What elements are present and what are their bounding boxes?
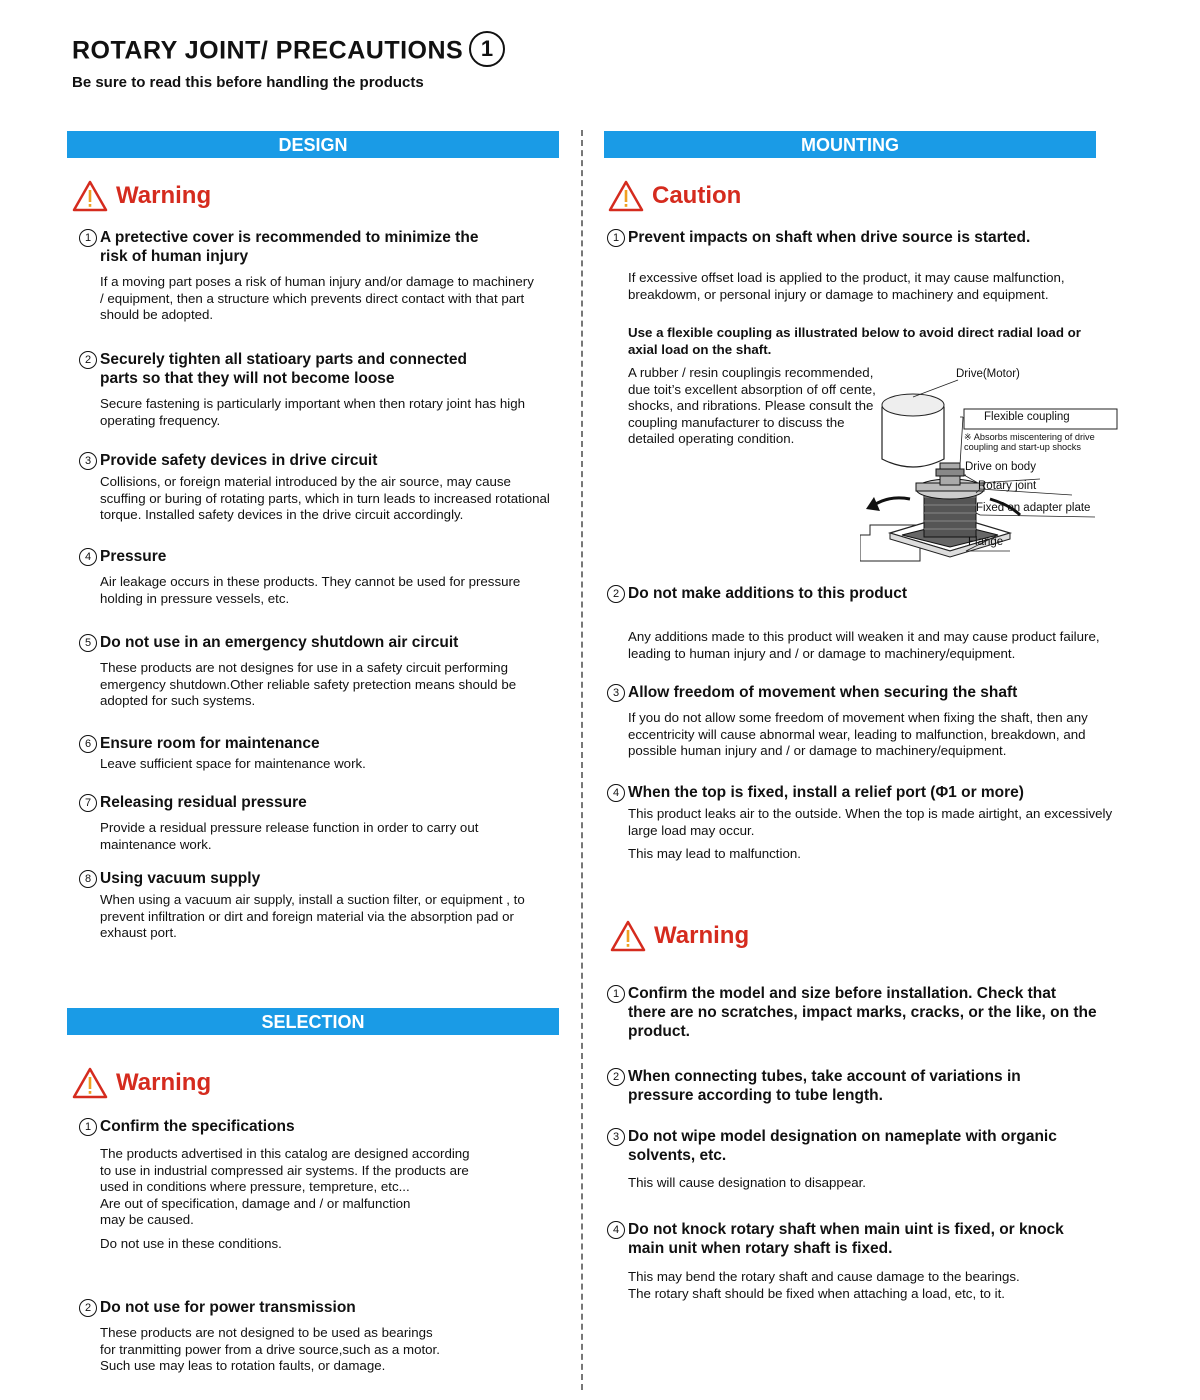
item-body: Provide a residual pressure release function in order to carry out maintenance work.	[100, 820, 479, 852]
item-body: If a moving part poses a risk of human injury and/or damage to machinery / equipment, then a structure which prevents direct contact with that part should be adopted.	[100, 274, 534, 322]
mounting-warning-label: Warning	[654, 922, 750, 949]
body-paragraph: This may lead to malfunction.	[628, 846, 801, 861]
item-title: Do not use in an emergency shutdown air circuit	[100, 634, 459, 651]
design-item-2	[72, 350, 552, 429]
item-title: Using vacuum supply	[100, 870, 261, 887]
body-line: Are out of specification, damage and / or malfunction	[100, 1195, 411, 1211]
coupling-diagram	[860, 365, 1130, 575]
label-flexible-coupling: Flexible coupling	[984, 411, 1070, 423]
design-item-5	[72, 633, 552, 710]
mounting-warning-item-4	[600, 1220, 1140, 1302]
item-title: Provide safety devices in drive circuit	[100, 452, 378, 469]
page-subtitle: Be sure to read this before handling the products	[72, 74, 424, 91]
mounting-warning-item-3	[600, 1127, 1140, 1192]
item-number: 1	[607, 985, 625, 1003]
item-body: Secure fastening is particularly important when then rotary joint has high operating frequency.	[100, 396, 525, 428]
item-number: 6	[79, 735, 97, 753]
warning-triangle-icon	[610, 920, 646, 952]
item-number: 8	[79, 870, 97, 888]
label-drive-on-body: Drive on body	[965, 461, 1036, 473]
label-coupling-note: ※ Absorbs miscentering of drive coupling and start-up shocks	[964, 432, 1095, 452]
item-number: 4	[607, 1221, 625, 1239]
item-title: A pretective cover is recommended to minimize the risk of human injury	[100, 229, 479, 265]
label-drive-motor: Drive(Motor)	[956, 368, 1020, 380]
item-body: Collisions, or foreign material introduced by the air source, may cause scuffing or buring of rotating parts, which in turn leads to increased rotational torque. Installed safety devices in the drive circuit accordingly.	[100, 474, 550, 522]
item-number: 3	[79, 452, 97, 470]
design-item-3	[72, 451, 552, 524]
body-line: used in conditions where pressure, tempreture, etc...	[100, 1179, 410, 1194]
body-line: This may bend the rotary shaft and cause damage to the bearings.	[628, 1269, 1020, 1284]
item-title: Do not use for power transmission	[100, 1299, 356, 1316]
selection-warning-heading	[72, 1067, 211, 1099]
item-number: 3	[607, 1128, 625, 1146]
selection-item-1	[72, 1117, 552, 1252]
item-body: These products are not designes for use in a safety circuit performing emergency shutdown.Other reliable safety pretection means should be adopted for such systems.	[100, 660, 517, 708]
page-title	[72, 34, 505, 70]
item-title: Do not wipe model designation on nameplate with organic solvents, etc.	[628, 1128, 1057, 1164]
body-line: The rotary shaft should be fixed when attaching a load, etc, to it.	[628, 1285, 1005, 1301]
item-number: 4	[79, 548, 97, 566]
item-number: 4	[607, 784, 625, 802]
caution-item-4	[600, 783, 1145, 870]
selection-item-2	[72, 1298, 552, 1375]
design-warning-label: Warning	[116, 182, 212, 209]
item-number: 2	[79, 1299, 97, 1317]
item-number: 1	[79, 229, 97, 247]
design-item-4	[72, 547, 552, 607]
mounting-warning-heading	[610, 920, 749, 952]
body-line: Do not use in these conditions.	[100, 1235, 282, 1251]
mounting-warning-item-2	[600, 1067, 1140, 1105]
item-body: This will cause designation to disappear.	[628, 1175, 867, 1190]
item-title: Confirm the model and size before installation. Check that there are no scratches, impact marks, cracks, or the like, on the product.	[628, 985, 1097, 1040]
item-body: Leave sufficient space for maintenance work.	[100, 756, 366, 771]
design-item-1	[72, 228, 552, 324]
item-title: Securely tighten all statioary parts and connected parts so that they will not become loose	[100, 351, 467, 387]
item-title: Do not make additions to this product	[628, 585, 907, 602]
warning-triangle-icon	[72, 180, 108, 212]
item-number: 1	[607, 229, 625, 247]
caution-item-1	[600, 228, 1140, 358]
caution-item-2	[600, 584, 1140, 662]
label-flange: Flange	[968, 536, 1004, 548]
item-body: Air leakage occurs in these products. They cannot be used for pressure holding in pressure vessels, etc.	[100, 574, 521, 606]
mounting-caution-label: Caution	[652, 182, 742, 209]
body-line: for tranmitting power from a drive source,such as a motor.	[100, 1341, 440, 1357]
item-body	[600, 806, 1138, 863]
design-item-8	[72, 869, 552, 942]
item-body: When using a vacuum air supply, install a suction filter, or equipment , to prevent infiltration or dirt and foreign material via the absorption pad or exhaust port.	[100, 892, 525, 940]
item-number: 2	[607, 585, 625, 603]
item-body: If you do not allow some freedom of movement when fixing the shaft, then any eccentricity will cause abnormal wear, leading to malfunction, breakdown, and possible human injury and / or damage to machinery/equipment.	[628, 710, 1088, 758]
caution-item-3	[600, 683, 1140, 760]
body-line: These products are not designed to be used as bearings	[100, 1325, 433, 1340]
body-paragraph: This product leaks air to the outside. When the top is made airtight, an excessively large load may occur.	[628, 806, 1113, 838]
mounting-caution-heading	[608, 180, 741, 212]
item-body	[600, 1269, 1140, 1302]
body-line: may be caused.	[100, 1212, 194, 1227]
mounting-warning-item-1	[600, 984, 1140, 1041]
warning-triangle-icon	[72, 1067, 108, 1099]
item-title: Releasing residual pressure	[100, 794, 307, 811]
column-divider	[581, 130, 583, 1390]
mounting-bar: MOUNTING	[604, 131, 1096, 158]
item-title: When the top is fixed, install a relief port (Φ1 or more)	[628, 784, 1024, 801]
design-warning-heading	[72, 180, 211, 212]
item-number: 5	[79, 634, 97, 652]
item-number: 7	[79, 794, 97, 812]
item-title: Prevent impacts on shaft when drive source is started.	[628, 229, 1031, 246]
design-item-6	[72, 734, 552, 773]
label-rotary-joint: Rotary joint	[978, 480, 1037, 492]
item-title: Pressure	[100, 548, 167, 565]
selection-warning-label: Warning	[116, 1069, 212, 1096]
design-bar: DESIGN	[67, 131, 559, 158]
item-body: If excessive offset load is applied to the product, it may cause malfunction, breakdowm, or personal injury or damage to machinery and equipment.	[628, 270, 1065, 302]
label-adapter-plate: Fixed on adapter plate	[976, 502, 1091, 514]
body-line: Such use may leas to rotation faults, or damage.	[100, 1358, 386, 1373]
warning-triangle-icon	[608, 180, 644, 212]
body-line: The products advertised in this catalog are designed according	[100, 1146, 470, 1161]
item-number: 3	[607, 684, 625, 702]
item-number: 2	[79, 351, 97, 369]
coupling-recommendation-text: A rubber / resin couplingis recommended, due toit’s excellent absorption of off cente, shocks, and ribrations. Please consult the coupling manufacturer to discuss the detailed operating condition.	[628, 365, 876, 446]
item-number: 1	[79, 1118, 97, 1136]
item-body	[72, 1325, 552, 1375]
body-line: to use in industrial compressed air systems. If the products are	[100, 1162, 469, 1178]
item-body: Any additions made to this product will weaken it and may cause product failure, leading to human injury and / or damage to machinery/equipment.	[628, 629, 1100, 661]
item-title: Allow freedom of movement when securing the shaft	[628, 684, 1018, 701]
item-title: Ensure room for maintenance	[100, 735, 320, 752]
page-number-badge: 1	[469, 31, 505, 67]
item-title: Do not knock rotary shaft when main uint is fixed, or knock main unit when rotary shaft is fixed.	[628, 1221, 1064, 1257]
item-title: When connecting tubes, take account of variations in pressure according to tube length.	[628, 1068, 1021, 1104]
item-note: Use a flexible coupling as illustrated below to avoid direct radial load or axial load on the shaft.	[628, 325, 1081, 357]
item-body	[72, 1146, 552, 1252]
design-item-7	[72, 793, 552, 853]
item-title: Confirm the specifications	[100, 1118, 295, 1135]
selection-bar: SELECTION	[67, 1008, 559, 1035]
item-number: 2	[607, 1068, 625, 1086]
page-title-text: ROTARY JOINT/ PRECAUTIONS	[72, 36, 464, 65]
